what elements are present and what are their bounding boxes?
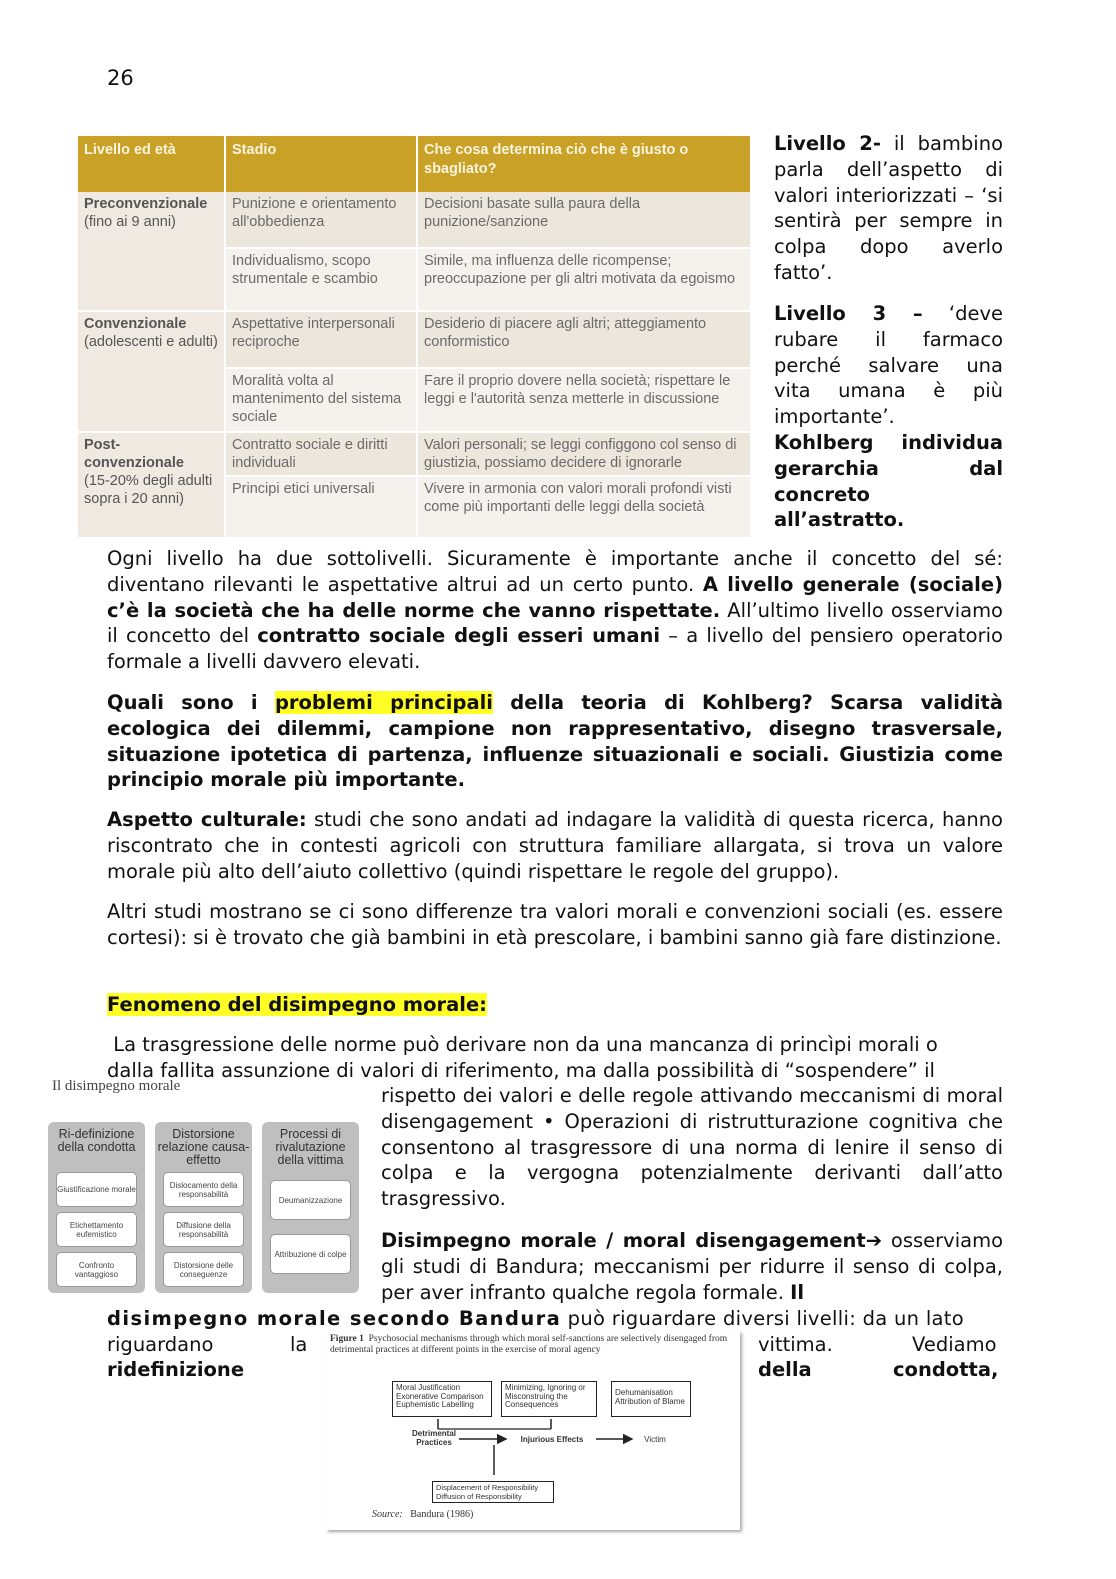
table-cell: Desiderio di piacere agli altri; atteggiamento conformistico (417, 311, 751, 368)
kohlberg-table (78, 136, 752, 539)
bandura-figure (326, 1331, 740, 1530)
table-level-cell: Post-convenzionale (15-20% degli adulti sopra i 20 anni) (78, 432, 225, 538)
figure-flow-practices: Detrimental Practices (411, 1429, 456, 1447)
diagram-column: Ri-definizione della condotta Giustificazione morale Etichettamento eufemistico Confronto vantaggioso (48, 1122, 145, 1293)
paragraph-problems: Quali sono i problemi principali della teoria di Kohlberg? Scarsa validità ecologica dei dilemmi, campione non rappresentativo, disegno trasversale, situazione ipotetica di partenza, influenze situazionali e sociali. Giustizia come principio morale più importante. (107, 691, 1003, 792)
table-cell: Decisioni basate sulla paura della punizione/sanzione (417, 192, 751, 248)
paragraph-cultural: Aspetto culturale: studi che sono andati ad indagare la validità di questa ricerca, hanno riscontrato che in contesti agricoli con struttura familiare allargata, si trova un valore morale più alto dell’aiuto collettivo (quindi rispettare le regole del gruppo). (107, 808, 1003, 883)
figure-box-responsibility: Displacement of Responsibility Diffusion of Responsibility (432, 1481, 554, 1503)
table-cell: Vivere in armonia con valori morali profondi visti come più importanti delle leggi della società (417, 476, 751, 538)
side-note-level-2: Livello 2- il bambino parla dell’aspetto di valori interiorizzati – ‘si sentirà per sempre in colpa dopo averlo fatto’. (774, 132, 1004, 284)
table-header: Livello ed età (78, 136, 225, 192)
paragraph-sublevels: Ogni livello ha due sottolivelli. Sicuramente è importante anche il concetto del sé: diventano rilevanti le aspettative altrui ad un certo punto. A livello generale (sociale) c’è la società che ha delle norme che vanno rispettate. All’ultimo livello osserviamo il concetto del contratto sociale degli esseri umani – a livello del pensiero operatorio formale a livelli davvero elevati. (107, 547, 1003, 674)
figure-flow-effects: Injurious Effects (520, 1435, 584, 1444)
figure-box-consequences: Minimizing, Ignoring or Misconstruing the Consequences (501, 1381, 597, 1417)
diagram-item: Attribuzione di colpe (270, 1234, 351, 1274)
section-heading: Fenomeno del disimpegno morale: (107, 993, 487, 1016)
table-level-cell: Convenzionale (adolescenti e adulti) (78, 311, 225, 432)
diagram-item: Diffusione della responsabilità (163, 1212, 244, 1247)
table-cell: Valori personali; se leggi configgono col senso di giustizia, possiamo decidere di ignorarle (417, 432, 751, 476)
table-cell: Individualismo, scopo strumentale e scambio (225, 248, 417, 311)
figure-box-victim: Dehumanisation Attribution of Blame (611, 1381, 691, 1417)
table-cell: Principi etici universali (225, 476, 417, 538)
paragraph-disengagement: Disimpegno morale / moral disengagement➔ osserviamo gli studi di Bandura; meccanismi per ridurre il senso di colpa, per aver infranto qualche regola formale. Il (381, 1229, 1003, 1304)
diagram-item: Etichettamento eufemistico (56, 1212, 137, 1247)
paragraph-other-studies: Altri studi mostrano se ci sono differenze tra valori morali e convenzioni sociali (es. essere cortesi): si è trovato che già bambini in età prescolare, i bambini sanno già fare distinzione. (107, 900, 1003, 949)
table-cell: Simile, ma influenza delle ricompense; preoccupazione per gli altri motivata da egoismo (417, 248, 751, 311)
table-header: Stadio (225, 136, 417, 192)
diagram-item: Distorsione delle conseguenze (163, 1252, 244, 1287)
figure-flow-victim: Victim (644, 1435, 666, 1444)
diagram-item: Giustificazione morale (56, 1172, 137, 1207)
side-note-hierarchy: Kohlberg individua gerarchia dal concreto all’astratto. (774, 431, 1003, 532)
figure-source: Source: Bandura (1986) (372, 1509, 474, 1520)
table-cell: Aspettative interpersonali reciproche (225, 311, 417, 368)
diagram-item: Confronto vantaggioso (56, 1252, 137, 1287)
paragraph-transgression: rispetto dei valori e delle regole attivando meccanismi di moral disengagement • Operazioni di ristrutturazione cognitiva che consentono al trasgressore di una norma di lenire il senso di colpa e la vergogna potenzialmente derivanti dall’atto trasgressivo. (381, 1084, 1003, 1211)
side-note-level-3: Livello 3 – ‘deve rubare il farmaco perché salvare una vita umana è più importante’. (774, 302, 1003, 429)
diagram-column: Processi di rivalutazione della vittima Deumanizzazione Attribuzione di colpe (262, 1122, 359, 1293)
diagram-item: Deumanizzazione (270, 1180, 351, 1220)
table-level-cell: Preconvenzionale (fino ai 9 anni) (78, 192, 225, 311)
moral-disengagement-diagram (48, 1078, 364, 1296)
figure-box-justification: Moral Justification Exonerative Comparison Euphemistic Labelling (392, 1381, 492, 1417)
table-cell: Punizione e orientamento all'obbedienza (225, 192, 417, 248)
diagram-title: Il disimpegno morale (52, 1078, 181, 1094)
table-cell: Moralità volta al mantenimento del sistema sociale (225, 368, 417, 432)
diagram-column: Distorsione relazione causa-effetto Dislocamento della responsabilità Diffusione della responsabilità Distorsione delle conseguenze (155, 1122, 252, 1293)
figure-caption: Figure 1 Psychosocial mechanisms through which moral self-sanctions are selectively disengaged from detrimental practices at different points in the exercise of moral agency (330, 1334, 728, 1355)
table-cell: Contratto sociale e diritti individuali (225, 432, 417, 476)
table-cell: Fare il proprio dovere nella società; rispettare le leggi e l'autorità senza metterle in discussione (417, 368, 751, 432)
table-header: Che cosa determina ciò che è giusto o sbagliato? (417, 136, 751, 192)
page-number: 26 (107, 66, 134, 90)
paragraph-bandura-line: disimpegno morale secondo Bandura può riguardare diversi livelli: da un lato (107, 1307, 964, 1330)
diagram-item: Dislocamento della responsabilità (163, 1172, 244, 1207)
paragraph-transgression-lead: La trasgressione delle norme può derivare non da una mancanza di princìpi morali o dalla fallita assunzione di valori di riferimento, ma dalla possibilità di “sospendere” il (107, 1033, 938, 1082)
